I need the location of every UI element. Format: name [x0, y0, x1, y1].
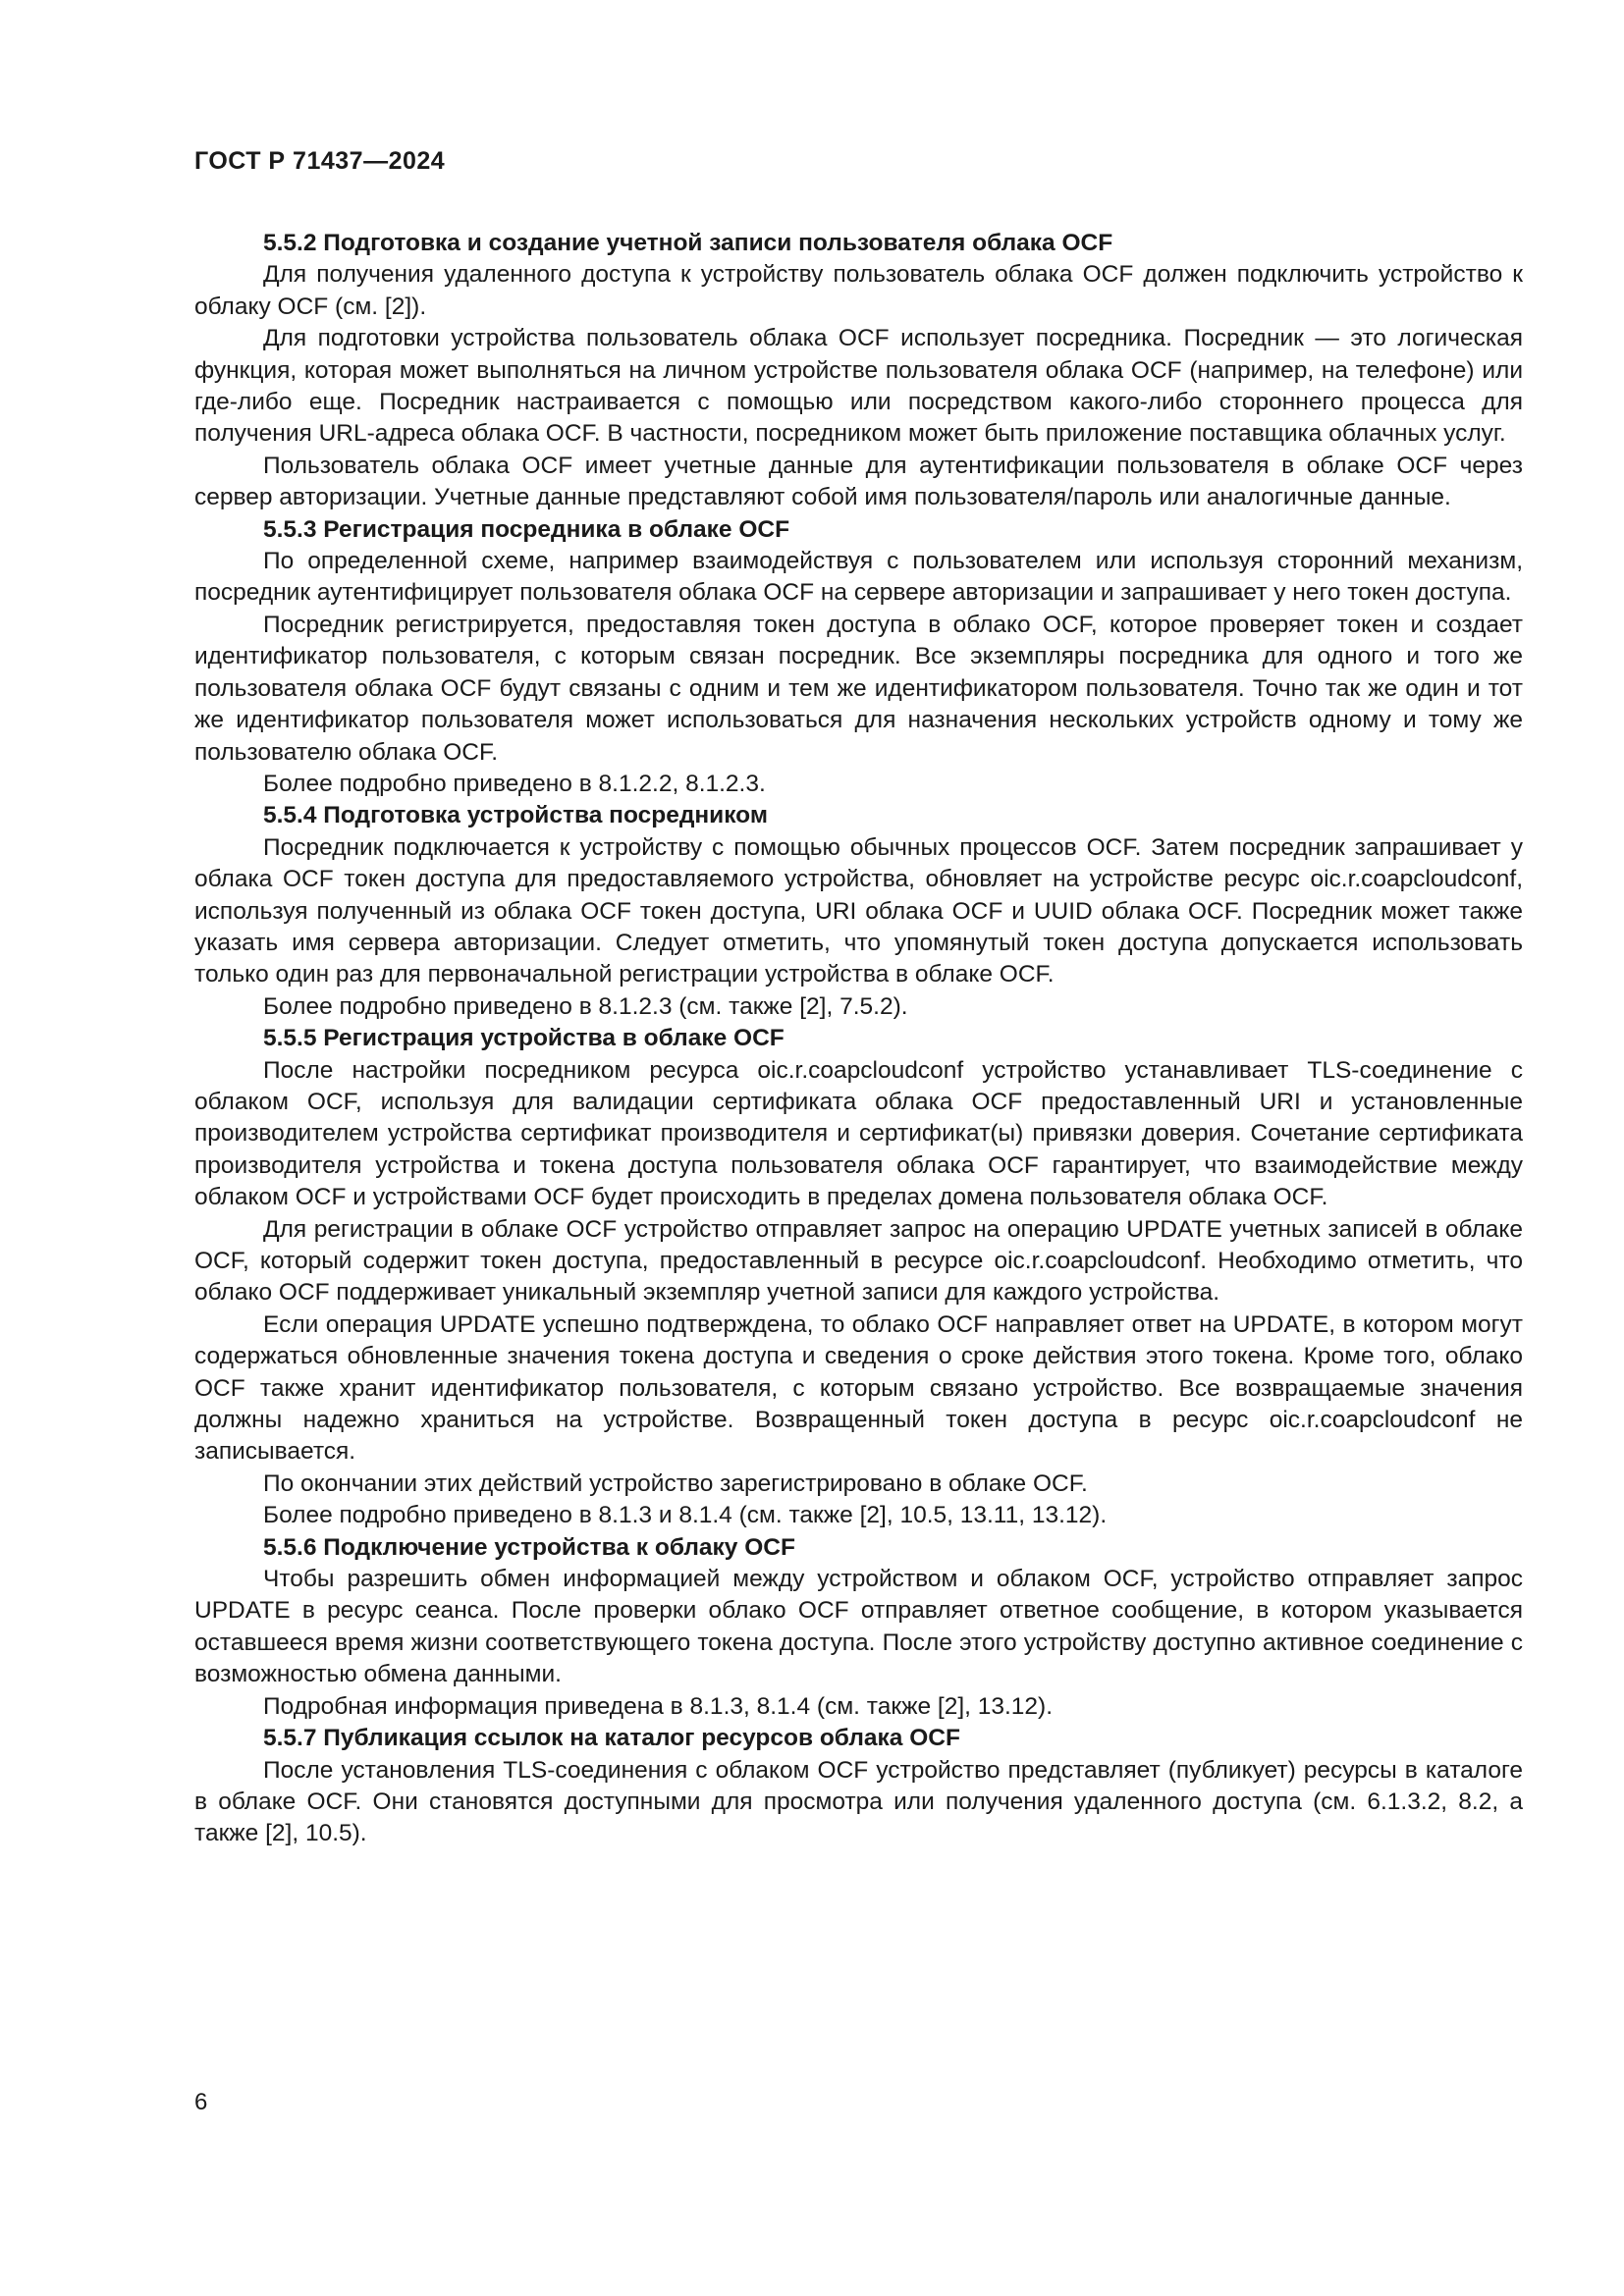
- section-5-5-5: [194, 1023, 1523, 1532]
- section-5-5-2: [194, 228, 1523, 514]
- paragraph: Подробная информация приведена в 8.1.3, 8.1.4 (см. также [2], 13.12).: [263, 1692, 1054, 1720]
- paragraph: Пользователь облака OCF имеет учетные данные для аутентификации пользователя в облаке OCF через сервер авторизации. Учетные данные представляют собой имя пользователя/пароль или аналогичные данные.: [194, 452, 1523, 511]
- paragraph: Более подробно приведено в 8.1.2.2, 8.1.2.3.: [263, 770, 766, 797]
- section-5-5-7: [194, 1723, 1523, 1850]
- paragraph: Если операция UPDATE успешно подтверждена, то облако OCF направляет ответ на UPDATE, в котором могут содержаться обновленные значения токена доступа и сведения о сроке действия этого токена. Кроме того, облако OCF также хранит идентификатор пользователя, с которым связано устройство. Все возвращаемые значения должны надежно храниться на устройстве. Возвращенный токен доступа в ресурс oic.r.coapcloudconf не записывается.: [194, 1310, 1523, 1466]
- paragraph: После настройки посредником ресурса oic.r.coapcloudconf устройство устанавливает TLS-соединение с облаком OCF, используя для валидации сертификата облака OCF предоставленный URI и установленные производителем устройства сертификат производителя и сертификат(ы) привязки доверия. Сочетание сертификата производителя устройства и токена доступа пользователя облака OCF гарантирует, что взаимодействие между облаком OCF и устройствами OCF будет происходить в пределах домена пользователя облака OCF.: [194, 1056, 1523, 1211]
- paragraph: Более подробно приведено в 8.1.3 и 8.1.4 (см. также [2], 10.5, 13.11, 13.12).: [263, 1502, 1108, 1529]
- section-heading: 5.5.6 Подключение устройства к облаку OCF: [263, 1533, 795, 1561]
- paragraph: Для подготовки устройства пользователь облака OCF использует посредника. Посредник — это логическая функция, которая может выполняться на личном устройстве пользователя облака OCF (например, на телефоне) или где-либо еще. Посредник настраивается с помощью или посредством какого-либо стороннего процесса для получения URL-адреса облака OCF. В частности, посредником может быть приложение поставщика облачных услуг.: [194, 325, 1523, 448]
- section-heading: 5.5.3 Регистрация посредника в облаке OCF: [263, 515, 790, 543]
- section-heading: 5.5.2 Подготовка и создание учетной записи пользователя облака OCF: [263, 230, 1113, 256]
- document-header: ГОСТ Р 71437—2024: [194, 147, 446, 175]
- section-heading: 5.5.5 Регистрация устройства в облаке OCF: [263, 1025, 785, 1052]
- section-5-5-3: [194, 514, 1523, 801]
- paragraph: Посредник регистрируется, предоставляя токен доступа в облако OCF, которое проверяет токен и создает идентификатор пользователя, с которым связан посредник. Все экземпляры посредника для одного и того же пользователя облака OCF будут связаны с одним и тем же идентификатором пользователя. Точно так же один и тот же идентификатор пользователя может использоваться для назначения нескольких устройств одному и тому же пользователю облака OCF.: [194, 611, 1523, 766]
- paragraph: Более подробно приведено в 8.1.2.3 (см. также [2], 7.5.2).: [263, 992, 908, 1020]
- paragraph: Для регистрации в облаке OCF устройство отправляет запрос на операцию UPDATE учетных записей в облаке OCF, который содержит токен доступа, предоставленный в ресурсе oic.r.coapcloudconf. Необходимо отметить, что облако OCF поддерживает уникальный экземпляр учетной записи для каждого устройства.: [194, 1215, 1523, 1307]
- document-body: [194, 228, 1523, 1850]
- paragraph: Для получения удаленного доступа к устройству пользователь облака OCF должен подключить устройство к облаку OCF (см. [2]).: [194, 261, 1523, 320]
- section-5-5-4: [194, 800, 1523, 1023]
- page-number: 6: [194, 2089, 208, 2115]
- paragraph: Посредник подключается к устройству с помощью обычных процессов OCF. Затем посредник запрашивает у облака OCF токен доступа для предоставляемого устройства, обновляет на устройстве ресурс oic.r.coapcloudconf, используя полученный из облака OCF токен доступа, URI облака OCF и UUID облака OCF. Посредник может также указать имя сервера авторизации. Следует отметить, что упомянутый токен доступа допускается использовать только один раз для первоначальной регистрации устройства в облаке OCF.: [194, 833, 1523, 988]
- paragraph: По определенной схеме, например взаимодействуя с пользователем или используя сторонний механизм, посредник аутентифицирует пользователя облака OCF на сервере авторизации и запрашивает у него токен доступа.: [194, 548, 1523, 607]
- paragraph: Чтобы разрешить обмен информацией между устройством и облаком OCF, устройство отправляет запрос UPDATE в ресурс сеанса. После проверки облако OCF отправляет ответное сообщение, в котором указывается оставшееся время жизни соответствующего токена доступа. После этого устройству доступно активное соединение с возможностью обмена данными.: [194, 1566, 1523, 1688]
- paragraph: После установления TLS-соединения с облаком OCF устройство представляет (публикует) ресурсы в каталоге в облаке OCF. Они становятся доступными для просмотра или получения удаленного доступа (см. 6.1.3.2, 8.2, а также [2], 10.5).: [194, 1756, 1523, 1847]
- section-5-5-6: [194, 1532, 1523, 1723]
- section-heading: 5.5.7 Публикация ссылок на каталог ресурсов облака OCF: [263, 1725, 960, 1752]
- paragraph: По окончании этих действий устройство зарегистрировано в облаке OCF.: [263, 1469, 1088, 1497]
- section-heading: 5.5.4 Подготовка устройства посредником: [263, 802, 768, 829]
